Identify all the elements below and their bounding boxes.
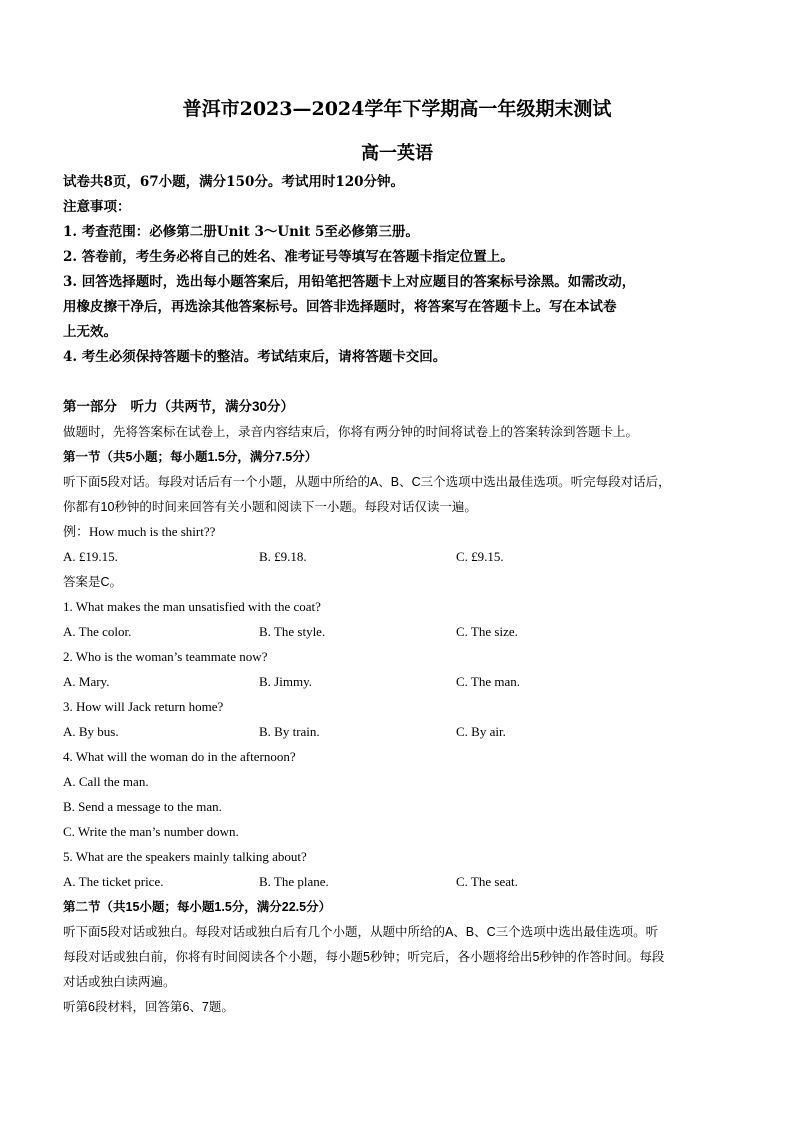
question-1: 1. What makes the man unsatisfied with the coat? xyxy=(63,599,321,614)
example-options xyxy=(0,548,794,566)
option-a: A. The color. xyxy=(63,624,132,639)
example-answer: 答案是C。 xyxy=(63,575,123,589)
question-5-options xyxy=(0,873,794,891)
option-b: B. Jimmy. xyxy=(259,674,312,689)
material-6-instruction: 听第6段材料，回答第6、7题。 xyxy=(63,1000,234,1014)
exam-title: 普洱市2023—2024学年下学期高一年级期末测试 xyxy=(182,98,612,120)
section1-instruction-line-2: 你都有10秒钟的时间来回答有关小题和阅读下一小题。每段对话仅读一遍。 xyxy=(63,500,477,514)
section1-heading: 第一节（共5小题；每小题1.5分，满分7.5分） xyxy=(63,450,318,464)
option-b: B. By train. xyxy=(259,724,320,739)
example-option-a: A. £19.15. xyxy=(63,549,118,564)
option-a: A. Call the man. xyxy=(63,774,149,789)
note-3-line-1: 3. 回答选择题时，选出每小题答案后，用铅笔把答题卡上对应题目的答案标号涂黑。如需改动， xyxy=(63,274,636,290)
section1-instruction-line-1: 听下面5段对话。每段对话后有一个小题，从题中所给的A、B、C三个选项中选出最佳选项。听完每段对话后， xyxy=(63,475,671,489)
question-3-options xyxy=(0,723,794,741)
option-c: C. Write the man’s number down. xyxy=(63,824,239,839)
question-5: 5. What are the speakers mainly talking about? xyxy=(63,849,307,864)
option-c: C. The size. xyxy=(456,624,518,639)
option-a: A. By bus. xyxy=(63,724,119,739)
option-c: C. By air. xyxy=(456,724,506,739)
exam-info: 试卷共8页，67小题，满分150分。考试用时120分钟。 xyxy=(63,174,405,190)
section2-heading: 第二节（共15小题；每小题1.5分，满分22.5分） xyxy=(63,900,332,914)
example-question: 例：How much is the shirt?? xyxy=(63,524,216,539)
exam-subject: 高一英语 xyxy=(361,143,433,164)
option-b: B. Send a message to the man. xyxy=(63,799,222,814)
note-2: 2. 答卷前，考生务必将自己的姓名、准考证号等填写在答题卡指定位置上。 xyxy=(63,249,514,265)
note-1: 1. 考查范围：必修第二册Unit 3～Unit 5至必修第三册。 xyxy=(63,224,419,240)
question-1-options xyxy=(0,623,794,641)
example-option-c: C. £9.15. xyxy=(456,549,504,564)
section2-instruction-line-2: 每段对话或独白前，你将有时间阅读各个小题，每小题5秒钟；听完后，各小题将给出5秒钟的作答时间。每段 xyxy=(63,950,665,964)
section2-instruction-line-1: 听下面5段对话或独白。每段对话或独白后有几个小题，从题中所给的A、B、C三个选项中选出最佳选项。听 xyxy=(63,925,659,939)
section2-instruction-line-3: 对话或独白读两遍。 xyxy=(63,975,176,989)
option-c: C. The man. xyxy=(456,674,521,689)
option-b: B. The plane. xyxy=(259,874,329,889)
part1-instruction: 做题时，先将答案标在试卷上，录音内容结束后，你将有两分钟的时间将试卷上的答案转涂到答题卡上。 xyxy=(63,425,639,439)
question-2-options xyxy=(0,673,794,691)
example-option-b: B. £9.18. xyxy=(259,549,307,564)
question-4: 4. What will the woman do in the afternoon? xyxy=(63,749,296,764)
note-3-line-3: 上无效。 xyxy=(63,324,117,340)
question-3: 3. How will Jack return home? xyxy=(63,699,224,714)
question-2: 2. Who is the woman’s teammate now? xyxy=(63,649,268,664)
note-3-line-2: 用橡皮擦干净后，再选涂其他答案标号。回答非选择题时，将答案写在答题卡上。写在本试卷 xyxy=(63,299,617,315)
notes-heading: 注意事项： xyxy=(63,199,131,215)
note-4: 4. 考生必须保持答题卡的整洁。考试结束后，请将答题卡交回。 xyxy=(63,349,447,365)
option-b: B. The style. xyxy=(259,624,326,639)
option-a: A. Mary. xyxy=(63,674,110,689)
option-a: A. The ticket price. xyxy=(63,874,164,889)
part1-heading: 第一部分 听力（共两节，满分30分） xyxy=(63,399,295,414)
option-c: C. The seat. xyxy=(456,874,518,889)
